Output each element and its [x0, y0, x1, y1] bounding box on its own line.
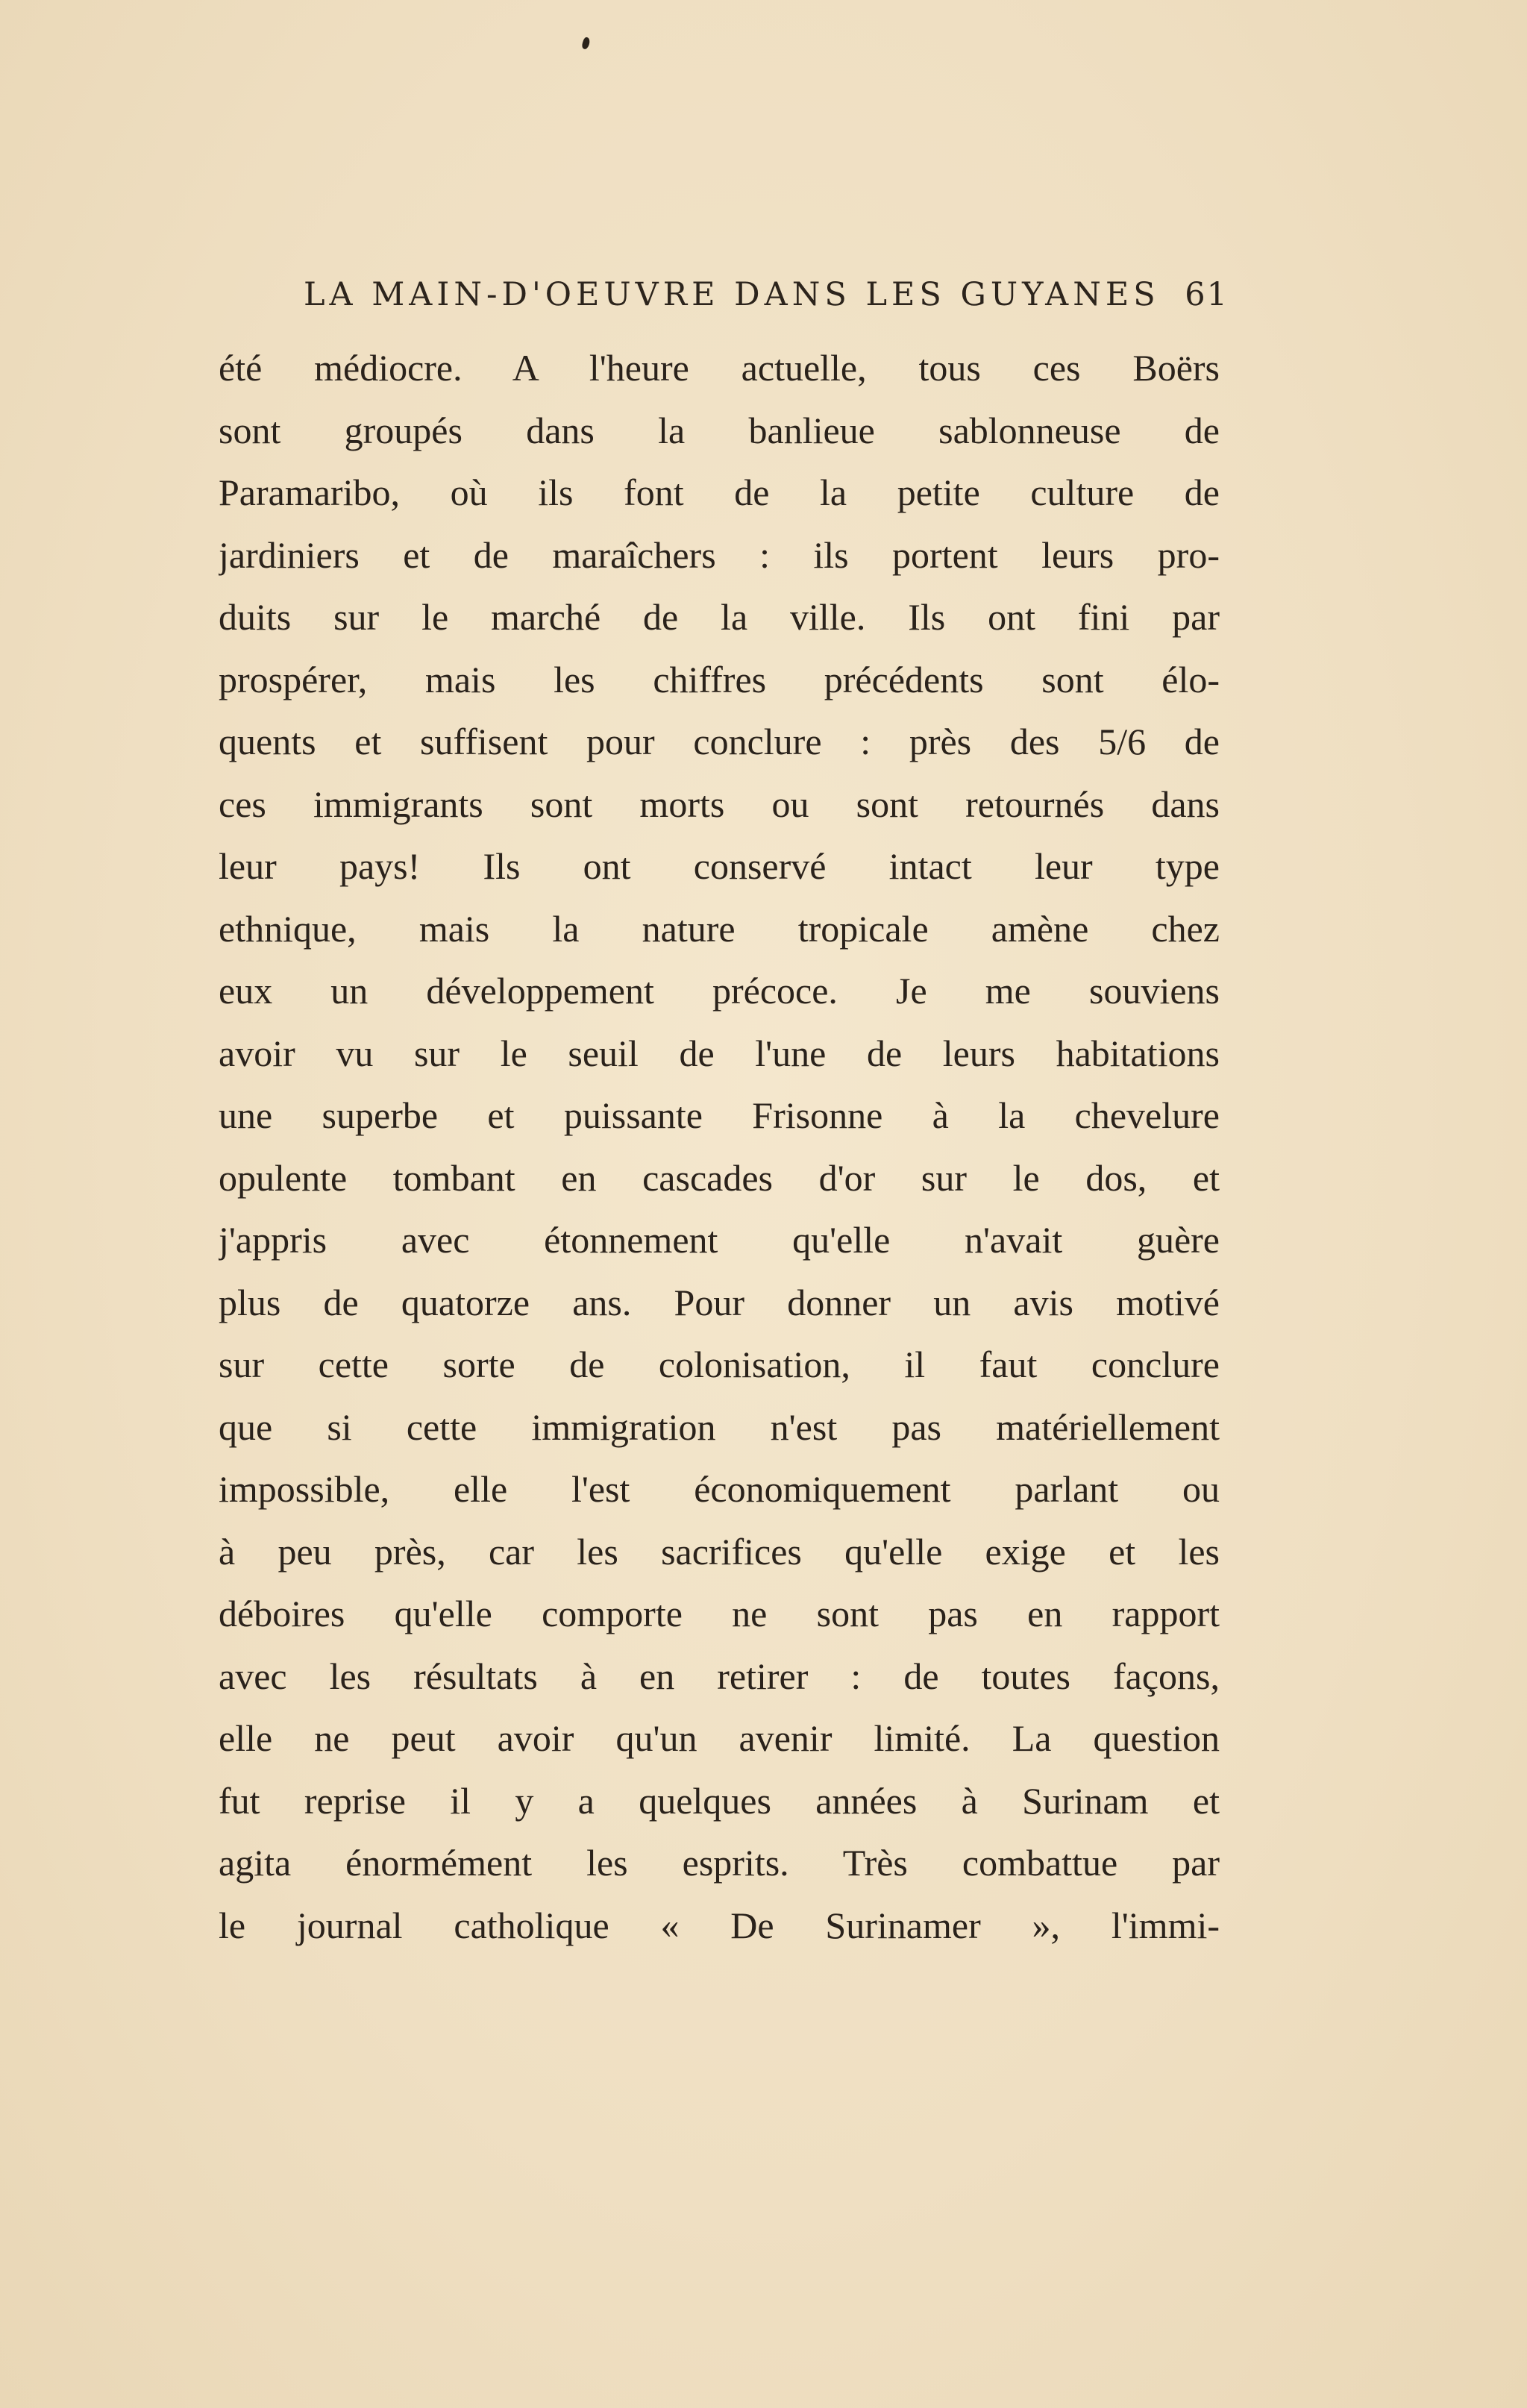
text-line: ethnique, mais la nature tropicale amène chez	[219, 907, 1220, 950]
text-line: elle ne peut avoir qu'un avenir limité. La question	[219, 1717, 1220, 1759]
text-line: prospérer, mais les chiffres précédents sont élo-	[219, 658, 1220, 700]
text-line: à peu près, car les sacrifices qu'elle exige et les	[219, 1530, 1220, 1573]
text-line: duits sur le marché de la ville. Ils ont fini par	[219, 596, 1220, 638]
running-title: LA MAIN-D'OEUVRE DANS LES GUYANES	[304, 276, 1160, 313]
ink-speck	[581, 37, 592, 50]
text-line: leur pays! Ils ont conservé intact leur type	[219, 845, 1220, 887]
text-line: déboires qu'elle comporte ne sont pas en rapport	[219, 1593, 1220, 1634]
text-line: été médiocre. A l'heure actuelle, tous ces Boërs	[219, 347, 1220, 389]
text-line: avec les résultats à en retirer : de toutes façons,	[219, 1655, 1220, 1697]
body-text	[219, 337, 1220, 1957]
text-line: agita énormément les esprits. Très combattue par	[219, 1842, 1220, 1884]
text-line: jardiniers et de maraîchers : ils portent leurs pro-	[219, 533, 1220, 576]
page-number: 61	[1185, 276, 1229, 313]
text-line: sur cette sorte de colonisation, il faut conclure	[219, 1343, 1220, 1385]
text-line: que si cette immigration n'est pas matériellement	[219, 1405, 1220, 1448]
text-line: avoir vu sur le seuil de l'une de leurs habitations	[219, 1032, 1220, 1074]
text-line: sont groupés dans la banlieue sablonneuse de	[219, 409, 1220, 451]
text-line: eux un développement précoce. Je me souviens	[219, 970, 1220, 1012]
text-line: opulente tombant en cascades d'or sur le dos, et	[219, 1156, 1220, 1199]
text-line: fut reprise il y a quelques années à Surinam et	[219, 1779, 1220, 1822]
text-line: j'appris avec étonnement qu'elle n'avait guère	[219, 1219, 1220, 1261]
text-line: une superbe et puissante Frisonne à la chevelure	[219, 1094, 1220, 1136]
text-line: ces immigrants sont morts ou sont retournés dans	[219, 783, 1220, 825]
text-line: impossible, elle l'est économiquement parlant ou	[219, 1468, 1220, 1510]
text-line: quents et suffisent pour conclure : près des 5/6 de	[219, 721, 1220, 762]
text-line: plus de quatorze ans. Pour donner un avis motivé	[219, 1281, 1220, 1323]
running-header	[304, 276, 1229, 321]
text-line: Paramaribo, où ils font de la petite culture de	[219, 471, 1220, 513]
text-line: le journal catholique « De Surinamer », l'immi-	[219, 1904, 1220, 1946]
